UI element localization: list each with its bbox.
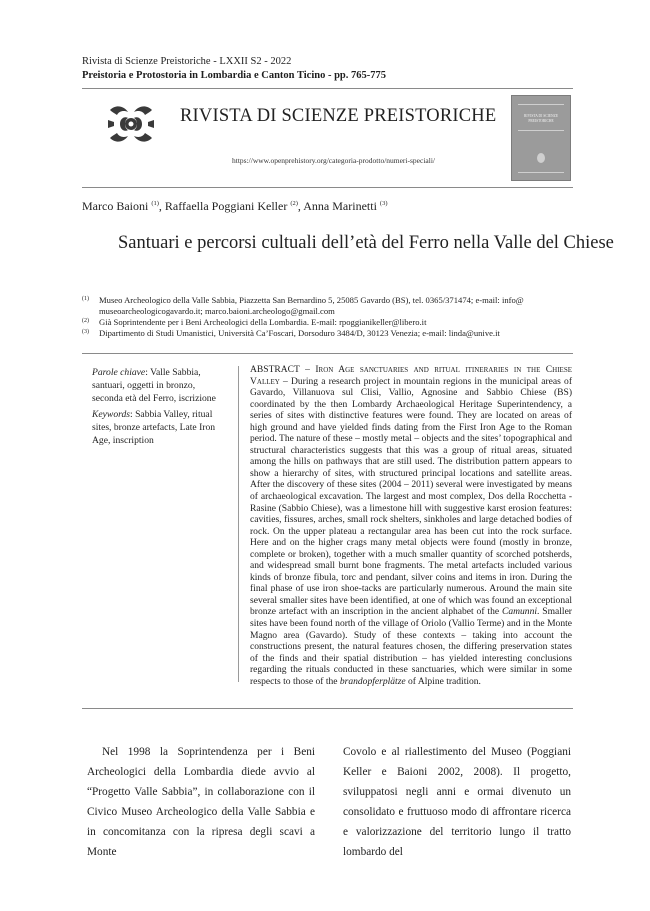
author-list: Marco Baioni $^{(1)}$, Raffaella Poggiani Keller $^{(2)}$, Anna Marinetti $^{(3)}$	[82, 199, 388, 213]
abstract-top-rule	[82, 353, 573, 354]
body-text-right-column: Covolo e al riallestimento del Museo (Poggiani Keller e Baioni 2002, 2008). Il progetto, sviluppatosi negli anni e ormai divenuto un consolidato e fruttuoso modo di affrontare ricerca e valorizzazione del territorio lungo il tratto lombardo del	[343, 746, 571, 858]
affiliation-item: (1) Museo Archeologico della Valle Sabbia, Piazzetta San Bernardino 5, 25085 Gavardo (BS), tel. 0365/371474; e-mail: info@ museoarcheologicogavardo.it; marco.baioni.archeologo@gmail.com	[82, 295, 524, 316]
journal-reference	[82, 55, 386, 83]
header-top-rule	[82, 88, 573, 89]
header-bottom-rule	[82, 187, 573, 188]
affiliations	[82, 295, 582, 339]
cover-title: RIVISTA DI SCIENZE PREISTORICHE	[523, 114, 559, 123]
journal-url[interactable]: https://www.openprehistory.org/categoria-prodotto/numeri-speciali/	[232, 156, 436, 165]
journal-logo-icon	[106, 104, 156, 144]
body-text-left-column: Nel 1998 la Soprintendenza per i Beni Archeologici della Lombardia diede avvio al “Progetto Valle Sabbia”, in collaborazione con il Civico Museo Archeologico della Valle Sabbia e in concomitanza con la ripresa degli scavi a Monte	[87, 746, 315, 858]
abstract: ABSTRACT – Iron Age sanctuaries and ritual itineraries in the Chiese Valley – During a research project in mountain regions in the municipal areas of Gavardo, Villanuova sul Clisi, Vallio, Agnosine and Sabbio Chiese (BS) coordinated by the then Lombardy Archaeological Heritage Superintendency, a series of sites with distinctive features were found. They are located on areas of high ground and have yielded finds dating from the First Iron Age to the Roman period. The nature of these – mostly metal – objects and the sites’ topographical and structural characteristics suggests that this was a group of ritual areas, situated among the hills on pathways that are still used. The distribution pattern appears to show a hierarchy of sites, with structured principal locations and satellite areas. After the discovery of these sites (2004 – 2011) several were investigated by means of archaeological excavation. The largest and most complex, Dos della Rocchetta - Rasine (Sabbio Chiese), was a limestone hill with suggestive karst erosion features: cavities, fissures, arches, small rock shelters, sinkholes and large detached bodies of rock. On the upper plateau a rectangular area has been cut into the rock surface. Here and on the higher crags many metal objects were found (mostly in bronze, complete or broken), together with a much smaller quantity of scorched potsherds, and widespread small burnt bone fragments. The metal artefacts included various kinds of bronze fibula, torc and pendant, silver coins and items in iron. During the final phase of use iron shoe-tacks are particularly numerous. Around the main site several smaller sites have been identified, at one of which was found an exceptional bronze artefact with an inscription in the ancient alphabet of the Camunni. Smaller sites have been found north of the village of Oriolo (Vallio Terme) and in the Monte Magno area (Gavardo). Study of these contexts – taking into account the constructions present, the natural features chosen, the differing preservation states of the finds and their spatial distribution – has yielded interesting conclusions regarding the rituals conducted in these sanctuaries, which were similar in some respects to those of the brandopferplätze of Alpine tradition.	[250, 364, 572, 687]
journal-name: RIVISTA DI SCIENZE PREISTORICHE	[180, 106, 497, 126]
cover-emblem-icon	[536, 152, 546, 164]
keywords-italian: Parole chiave: Valle Sabbia, santuari, oggetti in bronzo, seconda età del Ferro, iscrizione	[92, 367, 216, 404]
journal-issue-line: Preistoria e Protostoria in Lombardia e Canton Ticino - pp. 765-775	[82, 70, 387, 81]
journal-volume-line: Rivista di Scienze Preistoriche - LXXII S2 - 2022	[82, 56, 292, 67]
column-divider	[238, 366, 239, 682]
affiliation-item: (2) Già Soprintendente per i Beni Archeologici della Lombardia. E-mail: rpoggianikeller@libero.it	[82, 317, 427, 327]
keywords-english: Keywords: Sabbia Valley, ritual sites, bronze artefacts, Late Iron Age, inscription	[92, 409, 216, 446]
author-name: Anna Marinetti	[303, 199, 377, 213]
journal-cover-thumbnail	[511, 95, 571, 181]
author-name: Marco Baioni	[82, 199, 149, 213]
keywords-block	[92, 366, 224, 450]
author-affiliation-mark: (1)	[151, 200, 159, 207]
author-affiliation-mark: (2)	[290, 200, 298, 207]
abstract-bottom-rule	[82, 708, 573, 709]
author-affiliation-mark: (3)	[379, 200, 388, 207]
article-title: Santuari e percorsi cultuali dell’età del Ferro nella Valle del Chiese	[118, 233, 614, 253]
affiliation-item: (3) Dipartimento di Studi Umanistici, Università Ca’Foscari, Dorsoduro 3484/D, 30123 Venezia; e-mail: linda@unive.it	[82, 328, 500, 338]
author-name: Raffaella Poggiani Keller	[164, 199, 288, 213]
